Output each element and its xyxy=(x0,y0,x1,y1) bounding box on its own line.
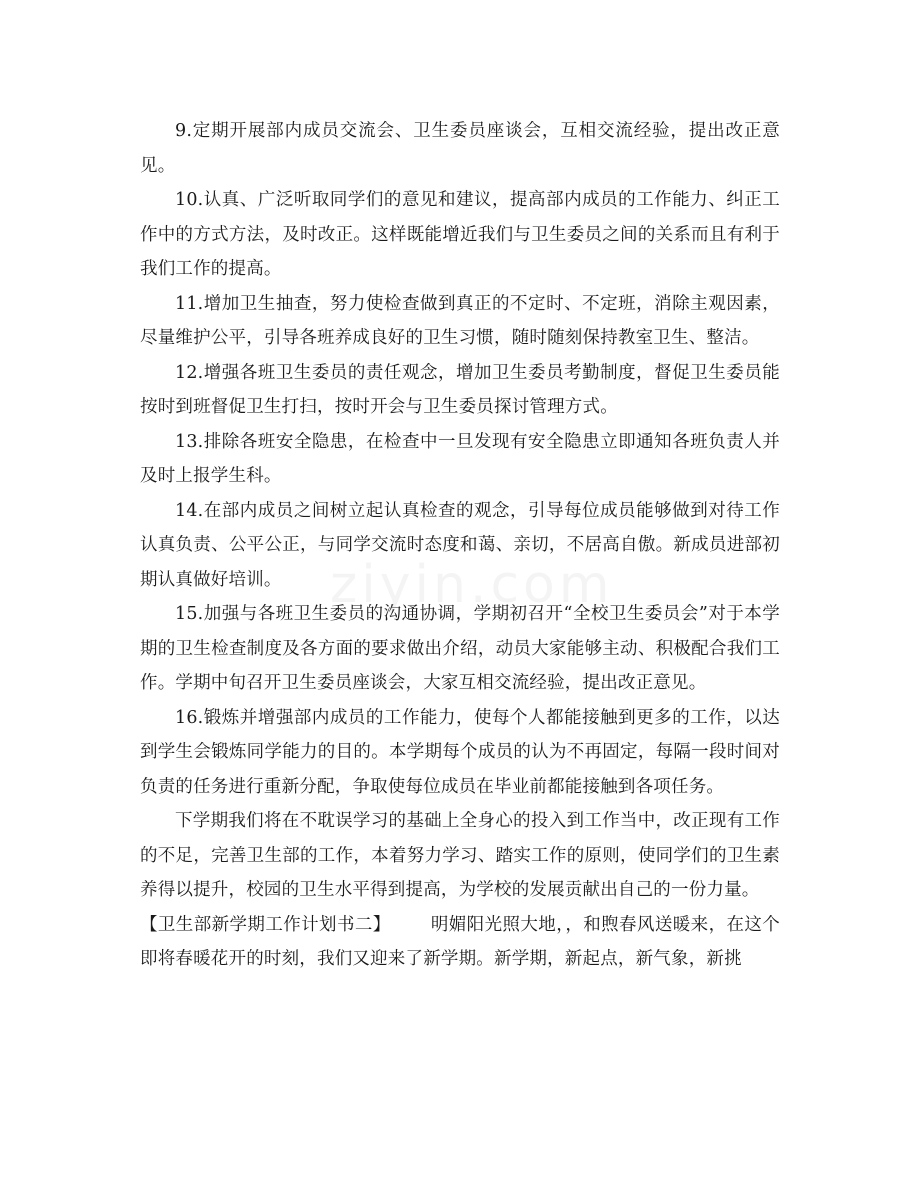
paragraph-item-10: 10.认真、广泛听取同学们的意见和建议，提高部内成员的工作能力、纠正工作中的方式方法，及时改正。这样既能增近我们与卫生委员之间的关系而且有利于我们工作的提高。 xyxy=(140,190,780,279)
paragraph-item-11: 11.增加卫生抽查，努力使检查做到真正的不定时、不定班，消除主观因素，尽量维护公平，引导各班养成良好的卫生习惯，随时随刻保持教室卫生、整洁。 xyxy=(140,293,780,348)
section-title: 【卫生部新学期工作计划书二】 xyxy=(140,914,391,935)
paragraph-item-14: 14.在部内成员之间树立起认真检查的观念，引导每位成员能够做到对待工作认真负责、公平公正，与同学交流时态度和蔼、亲切，不居高自傲。新成员进部初期认真做好培训。 xyxy=(140,500,780,590)
section-intro-text: 明媚阳光照大地，，和煦春风送暖来，在这个即将春暖花开的时刻，我们又迎来了新学期。新学期，新起点，新气象，新挑 xyxy=(140,914,780,969)
watermark-text: ziyin.com xyxy=(330,555,614,615)
paragraph-item-16: 16.锻炼并增强部内成员的工作能力，使每个人都能接触到更多的工作，以达到学生会锻炼同学能力的目的。本学期每个成员的认为不再固定，每隔一段时间对负责的任务进行重新分配，争取使每位成员在毕业前都能接触到各项任务。 xyxy=(140,707,780,797)
paragraph-conclusion: 下学期我们将在不耽误学习的基础上全身心的投入到工作当中，改正现有工作的不足，完善卫生部的工作，本着努力学习、踏实工作的原则，使同学们的卫生素养得以提升，校园的卫生水平得到提高，为学校的发展贡献出自己的一份力量。 xyxy=(140,811,780,900)
paragraph-item-15: 15.加强与各班卫生委员的沟通协调，学期初召开“全校卫生委员会”对于本学期的卫生检查制度及各方面的要求做出介绍，动员大家能够主动、积极配合我们工作。学期中旬召开卫生委员座谈会，大家互相交流经验，提出改正意见。 xyxy=(140,604,780,693)
paragraph-item-13: 13.排除各班安全隐患，在检查中一旦发现有安全隐患立即通知各班负责人并及时上报学生科。 xyxy=(140,431,780,486)
document-body xyxy=(140,114,780,977)
paragraph-item-9: 9.定期开展部内成员交流会、卫生委员座谈会，互相交流经验，提出改正意见。 xyxy=(140,121,780,176)
section-two-paragraph xyxy=(140,908,780,977)
paragraph-item-12: 12.增强各班卫生委员的责任观念，增加卫生委员考勤制度，督促卫生委员能按时到班督促卫生打扫，按时开会与卫生委员探讨管理方式。 xyxy=(140,362,780,417)
